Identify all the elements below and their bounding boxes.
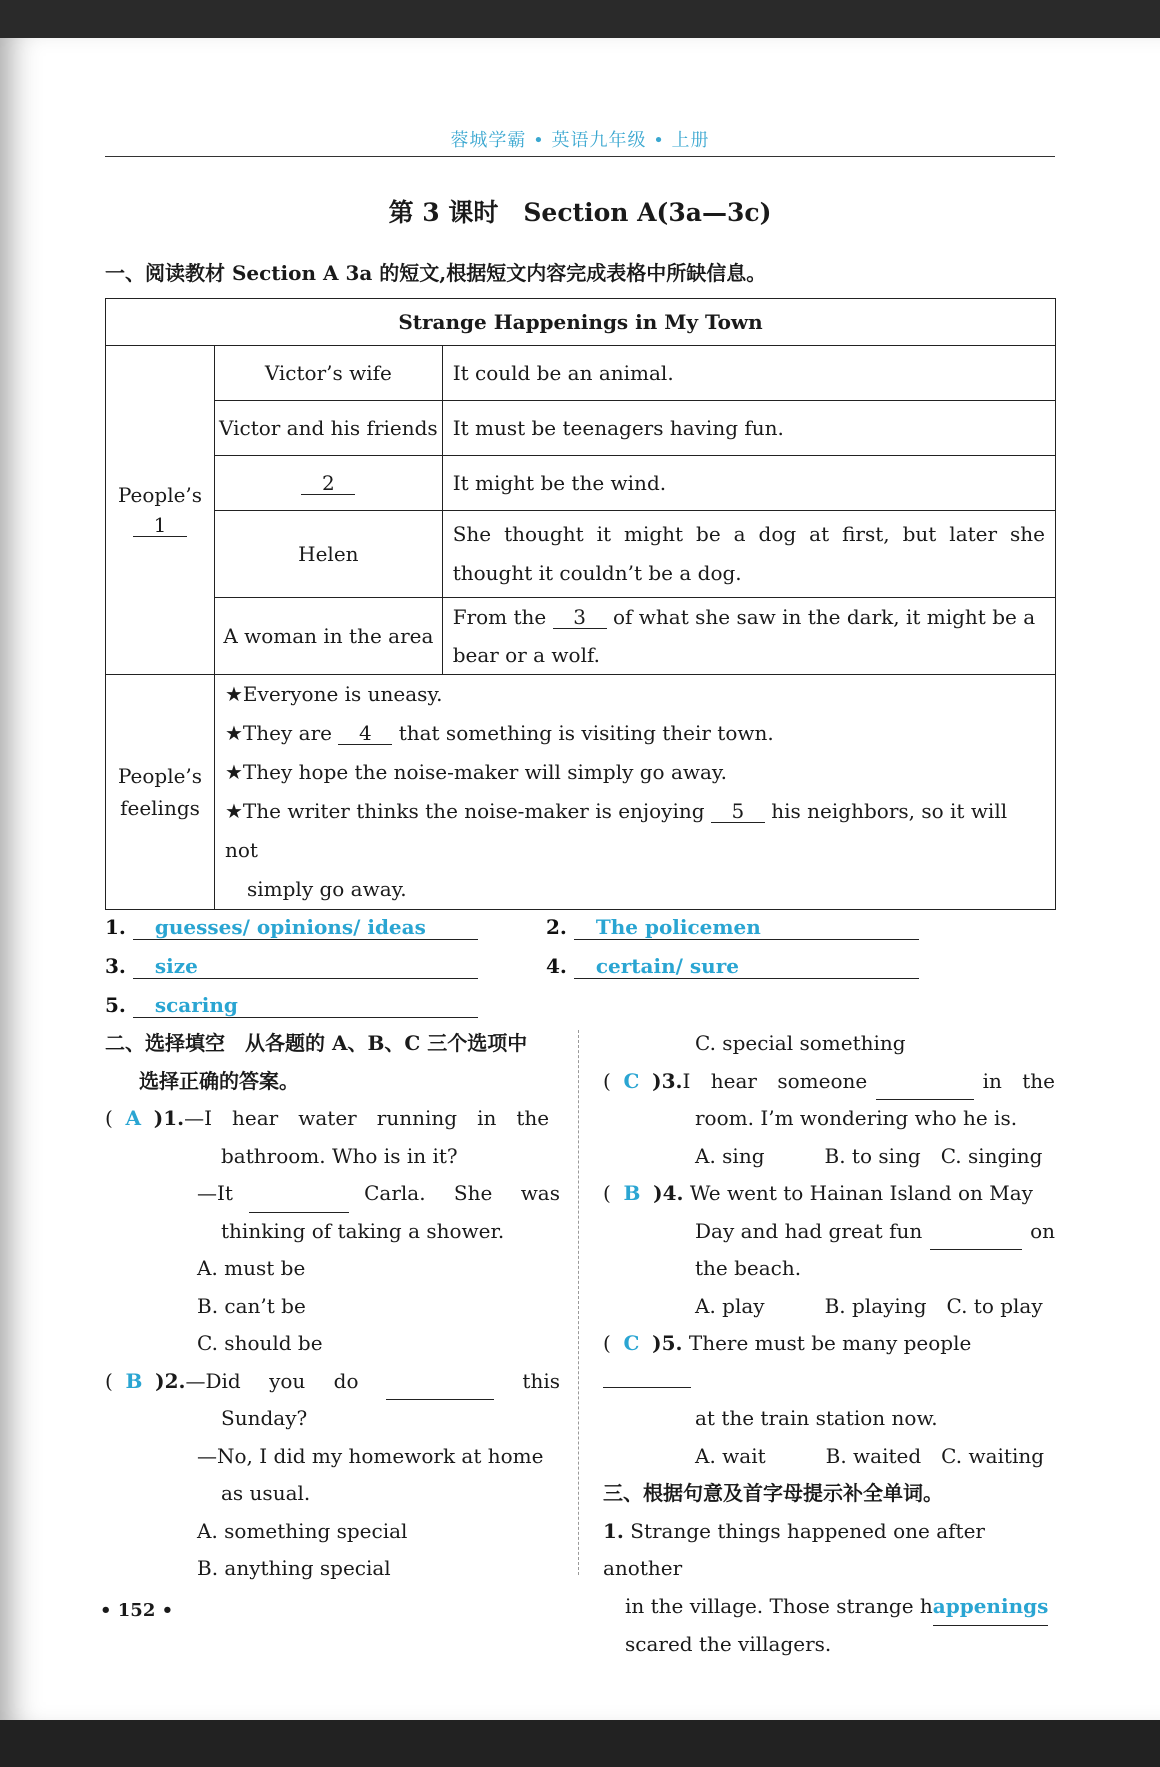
blank-1: 1 — [133, 514, 187, 537]
answer-3: 3. size — [105, 954, 478, 979]
info-table — [105, 298, 1056, 910]
question-2: ( B )2. —Did you do this Sunday? —No, I did my homework at home as usual. A. something special B. anything special — [105, 1363, 560, 1588]
answer-2: 2. The policemen — [546, 915, 919, 940]
blank-2: 2 — [301, 472, 355, 495]
group-people-feelings: People’s feelings — [106, 675, 215, 910]
opinion-cell: It could be an animal. — [442, 346, 1055, 401]
page-number: • 152 • — [100, 1600, 174, 1621]
opinion-cell: It might be the wind. — [442, 456, 1055, 511]
who-cell: A woman in the area — [215, 598, 443, 675]
table-title: Strange Happenings in My Town — [106, 299, 1056, 346]
group-people-opinions: People’s 1 — [106, 346, 215, 675]
who-cell: Victor’s wife — [215, 346, 443, 401]
feelings-cell: ★Everyone is uneasy. ★They are 4 that something is visiting their town. ★They hope the noise-maker will simply go away. ★The writer thinks the noise-maker is enjoying 5 his neighbors, so it will not simply go away. — [215, 675, 1056, 910]
answer-4: 4. certain/ sure — [546, 954, 919, 979]
column-divider — [578, 1030, 579, 1575]
part3-question-1: 1. Strange things happened one after another in the village. Those strange happenings scared the villagers. — [603, 1518, 1049, 1656]
blank-3: 3 — [553, 606, 607, 629]
part3-heading: 三、根据句意及首字母提示补全单词。 — [603, 1481, 943, 1505]
part2-right: C. special something ( C )3. I hear someone in the room. I’m wondering who he is. A. sing B. to sing C. singing ( B )4. We went to Hainan Island on May Day and had great fun on the beach. A. play B. playing C. to play ( C )5. There must be many people at the train station now. A. wait B. waited C. waiting 三、根据句意及首字母提示补全单词。 1. Strange things happened one after another in the village. Those strange happenings scared the villagers. — [603, 1025, 1055, 1664]
opinion-cell: From the 3 of what she saw in the dark, it might be a bear or a wolf. — [442, 598, 1055, 675]
opinion-cell: It must be teenagers having fun. — [442, 401, 1055, 456]
answer-5: 5. scaring — [105, 993, 478, 1018]
running-header: 蓉城学霸 • 英语九年级 • 上册 — [450, 130, 710, 151]
part2-heading: 二、选择填空 从各题的 A、B、C 三个选项中 — [105, 1031, 528, 1055]
who-cell — [215, 456, 443, 511]
blank-5: 5 — [711, 800, 765, 823]
question-3: ( C )3. I hear someone in the room. I’m wondering who he is. A. sing B. to sing C. singing — [603, 1063, 1055, 1176]
blank-4: 4 — [338, 722, 392, 745]
part2-left: 二、选择填空 从各题的 A、B、C 三个选项中 选择正确的答案。 ( A )1.—I hear water running in the bathroom. Who is in it? —It Carla. She was thinking of taking a shower. A. must be B. can’t be C. should be ( B )2. —Did you do this Sunday? —No, I did my homework at home as usual. A. something special B. anything special — [105, 1025, 560, 1588]
answer-1: 1. guesses/ opinions/ ideas — [105, 915, 478, 940]
question-1: ( A )1.—I hear water running in the bathroom. Who is in it? —It Carla. She was thinking of taking a shower. A. must be B. can’t be C. should be — [105, 1106, 560, 1355]
header-rule — [105, 156, 1055, 157]
part1-instruction: 一、阅读教材 Section A 3a 的短文,根据短文内容完成表格中所缺信息。 — [105, 261, 767, 285]
who-cell: Victor and his friends — [215, 401, 443, 456]
lesson-title: 第 3 课时 Section A(3a—3c) — [388, 198, 772, 227]
opinion-cell: She thought it might be a dog at first, but later she thought it couldn’t be a dog. — [442, 511, 1055, 598]
question-5: ( C )5. There must be many people at the train station now. A. wait B. waited C. waiting — [603, 1331, 1045, 1468]
bottom-bar — [0, 1720, 1160, 1767]
question-4: ( B )4. We went to Hainan Island on May Day and had great fun on the beach. A. play B. playing C. to play — [603, 1181, 1055, 1318]
who-cell: Helen — [215, 511, 443, 598]
